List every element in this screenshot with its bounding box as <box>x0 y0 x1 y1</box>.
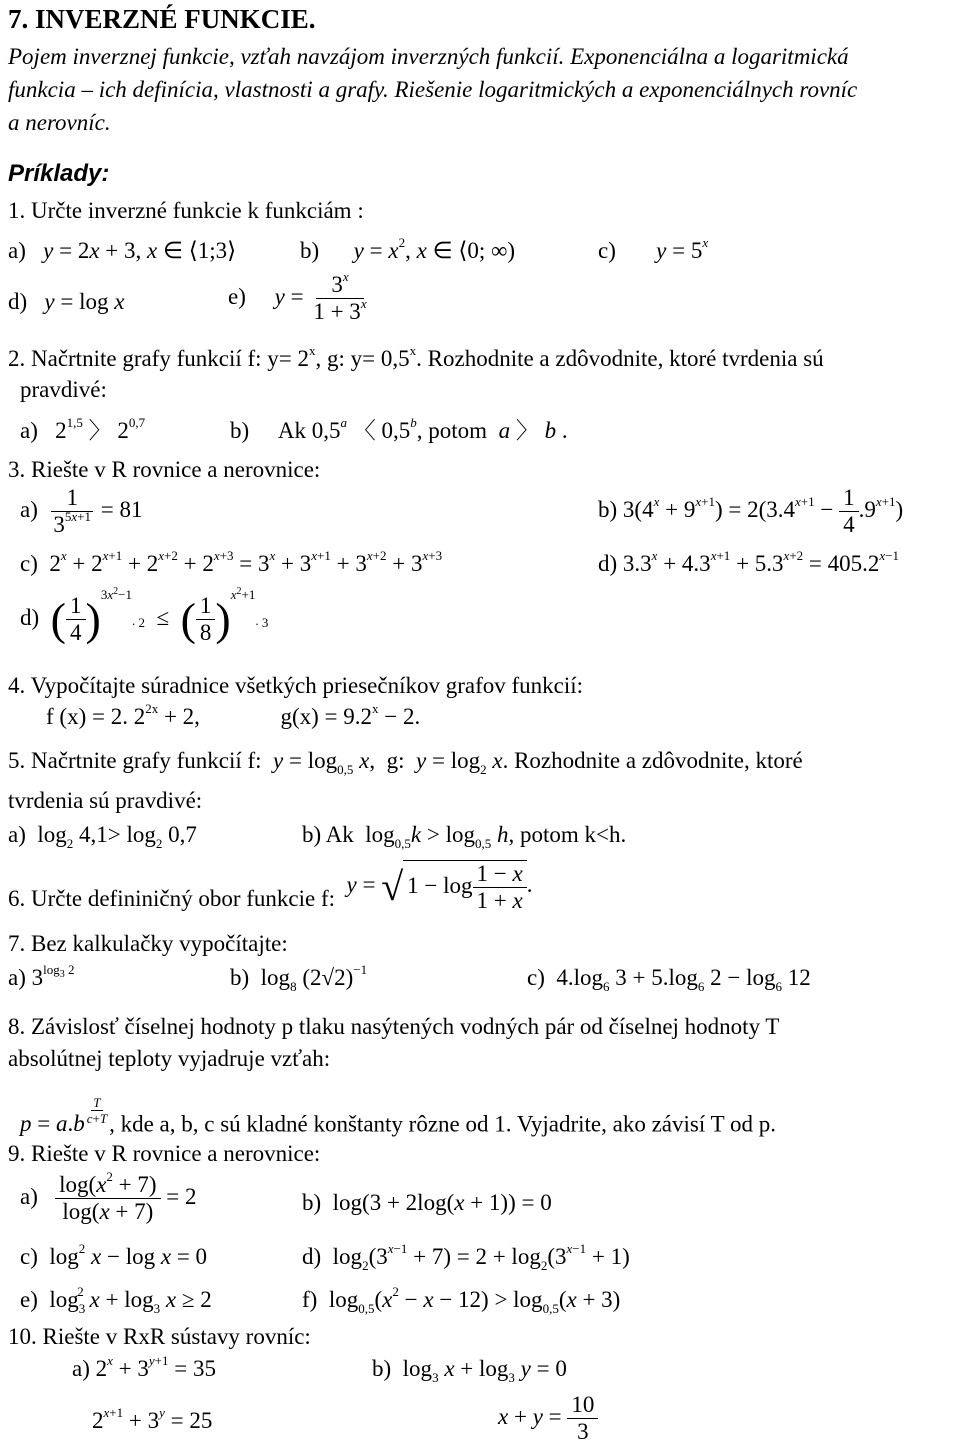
problem-7b: b) $\log_8 (2√2)^{-1}$ <box>230 962 368 994</box>
problem-9c: c) $\log^2 x - \log x = 0$ <box>20 1241 208 1269</box>
problem-9b: b) log(3 + 2log(x + 1)) = 0 <box>302 1190 552 1215</box>
problem-5b: b) Ak $\log_{0,5}k > \log_{0,5} h$, potom k<h. <box>302 822 627 851</box>
problem-5a: a) $\log_2 4,1> \log_2 0,7$ <box>8 822 197 851</box>
problem-10a-eq1: a) $2^x + 3^{y+1} = 35$ <box>72 1353 216 1381</box>
problem-1a: a) y = 2x + 3, x ∈ ⟨1;3⟩ <box>8 238 237 263</box>
problem-2b: b) Ak 0,5$^a$ 〈 0,5$^b$, potom a 〉 b . <box>230 415 568 443</box>
intro-line-1: Pojem inverznej funkcie, vzťah navzájom inverzných funkcií. Exponenciálna a logaritmická <box>8 44 849 69</box>
problem-7c: c) $4.\log_6$ $3 + 5.\log_6$ $2 - \log_6 12$ <box>527 965 811 994</box>
problem-8-line-2: absolútnej teploty vyjadruje vzťah: <box>8 1046 331 1071</box>
intro-line-3: a nerovníc. <box>8 110 111 135</box>
problem-2-line-2: pravdivé: <box>20 377 107 402</box>
problem-9-heading: 9. Riešte v R rovnice a nerovnice: <box>8 1141 321 1166</box>
problem-3b: b) $3(4^x + 9^{x+1}) = 2(3.4^{x+1}$ − $\frac{1}{4}$ $.9^{x+1}$) <box>598 485 904 537</box>
problem-10b-eq2: x + y = $\frac{10}{3}$ <box>498 1392 598 1445</box>
problem-3d: d) $3.3^x + 4.3^{x+1} + 5.3^{x+2} = 405.2^{x-1}$ <box>598 548 900 576</box>
problem-1b: b) $y = x^2$, x ∈ ⟨0; ∞) <box>300 235 516 263</box>
problem-1d: d) y = log x <box>8 289 125 314</box>
problem-4-line-2: f (x) = 2. $2^{2x} + 2$, $g(x) = 9.2^x - 2$. <box>46 701 421 729</box>
problem-2-line-1: 2. Načrtnite grafy funkcií f: $y= 2^x$, g: $y= 0,5^x$. Rozhodnite a zdôvodnite, ktoré tvrdenia sú <box>8 343 824 371</box>
problem-7a: a) $3^{log_3 2}$ <box>8 962 75 990</box>
problem-8-line-3: p = a.b $^{\frac{T}{c+T}}$ , kde a, b, c sú kladné konštanty rôzne od 1. Vyjadrite, ako závisí T od p. <box>20 1095 776 1137</box>
problem-9f: f) $\log_{0,5}(x^2 - x - 12) > \log_{0,5}(x + 3)$ <box>302 1284 621 1316</box>
problem-5-line-2: tvrdenia sú pravdivé: <box>8 788 203 813</box>
problem-9a: a) $\frac{\log(x^2 + 7)}{\log(x + 7)}$ = 2 <box>20 1169 197 1224</box>
problem-3a: a) $\frac{1}{3^{5x+1}}$ = 81 <box>20 485 143 537</box>
intro-line-2: funkcia – ich definícia, vlastnosti a grafy. Riešenie logaritmických a exponenciálnych rovníc <box>8 77 858 102</box>
section-heading: Príklady: <box>8 160 110 187</box>
problem-10b-eq1: b) $\log_3 x + \log_3 y = 0$ <box>372 1356 567 1385</box>
problem-9d: d) $\log_2(3^{x-1} + 7) = 2 + \log_2(3^{x-1} + 1)$ <box>302 1241 630 1273</box>
problem-1e: e) y = $\frac{3^x}{1 + 3^x}$ <box>228 269 367 324</box>
problem-1-heading: 1. Určte inverzné funkcie k funkciám : <box>8 198 364 223</box>
problem-7-heading: 7. Bez kalkulačky vypočítajte: <box>8 931 288 956</box>
problem-3c: c) $2^x + 2^{x+1} + 2^{x+2} + 2^{x+3} = 3^x + 3^{x+1} + 3^{x+2} + 3^{x+3}$ <box>20 548 443 576</box>
problem-6: 6. Určte defininičný obor funkcie f: y = √ 1 − log $\frac{1 - x}{1 + x}$ . <box>8 861 533 913</box>
problem-5-line-1: 5. Načrtnite grafy funkcií f: $y = \log_{0,5} x$, g: $y = \log_2 x$. Rozhodnite a zdôvodnite, ktoré <box>8 748 803 777</box>
problem-8-line-1: 8. Závislosť číselnej hodnoty p tlaku nasýtených vodných pár od číselnej hodnoty T <box>8 1014 780 1039</box>
problem-9e: e) $\log_3^2 x + \log_3 x \ge 2$ <box>20 1284 212 1316</box>
problem-2a: a) 2$^{1,5}$ 〉 2$^{0,7}$ <box>20 415 146 443</box>
page-title: 7. INVERZNÉ FUNKCIE. <box>8 4 316 34</box>
problem-4-line-1: 4. Vypočítajte súradnice všetkých priesečníkov grafov funkcií: <box>8 673 584 698</box>
problem-3e: d) ( $\frac{1}{4}$ )$^{3x^2-1}$. $_2$ ≤ ( $\frac{1}{8}$ )$^{x^2+1}$. $_3$ <box>20 586 269 646</box>
problem-10-heading: 10. Riešte v RxR sústavy rovníc: <box>8 1324 311 1349</box>
problem-10a-eq2: $2^{x+1} + 3^y = 25$ <box>92 1405 213 1433</box>
problem-3-heading: 3. Riešte v R rovnice a nerovnice: <box>8 457 321 482</box>
problem-1c: c) $y = 5^x$ <box>598 235 709 263</box>
